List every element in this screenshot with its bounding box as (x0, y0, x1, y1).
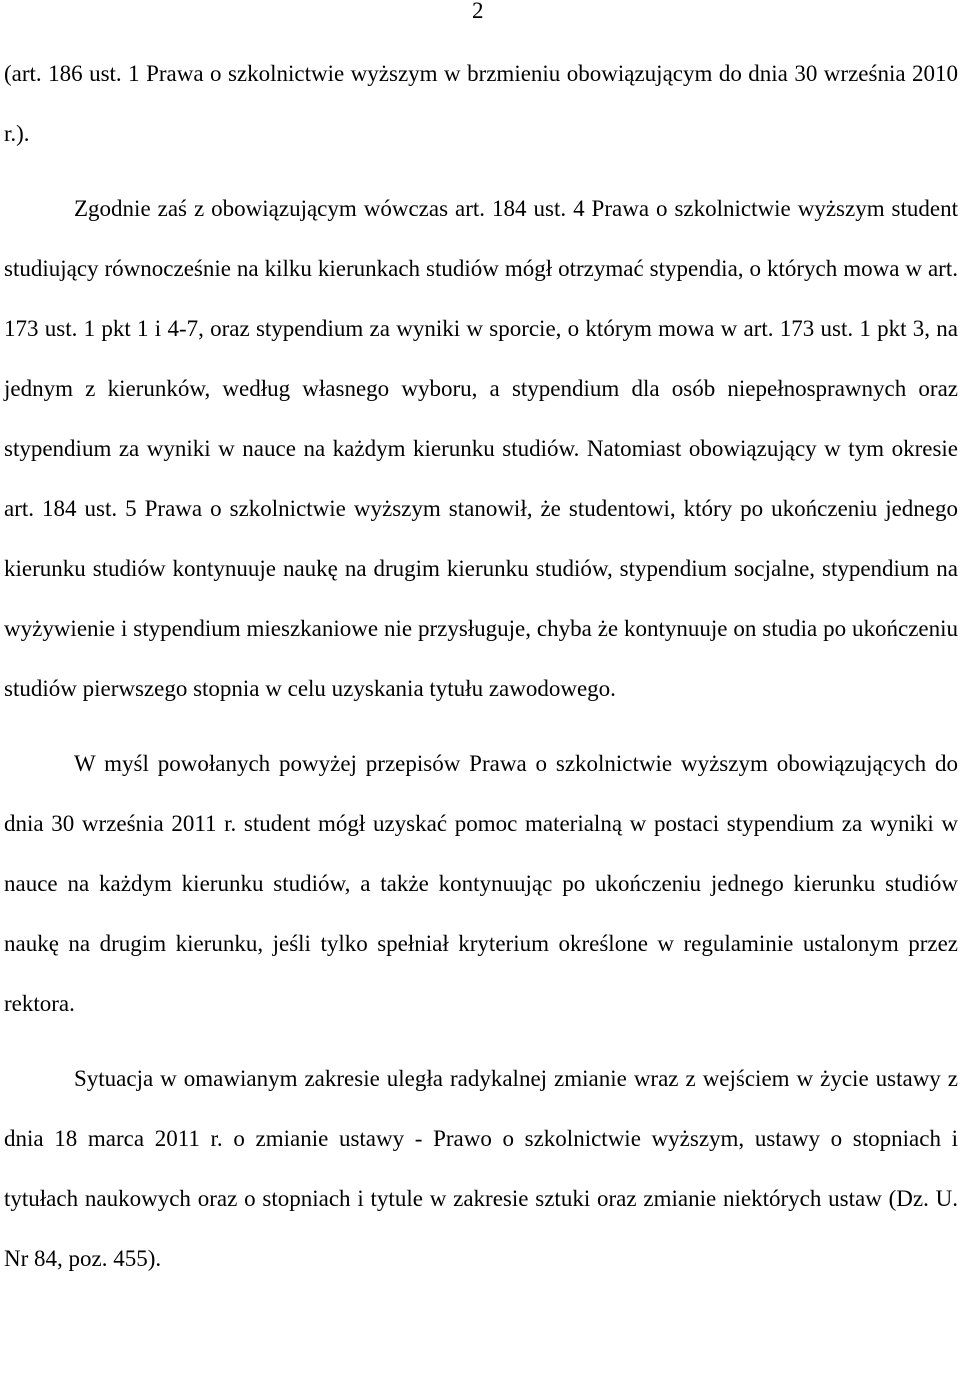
paragraph-continuation: (art. 186 ust. 1 Prawa o szkolnictwie wyższym w brzmieniu obowiązującym do dnia 30 września 2010 r.). (4, 61, 958, 146)
paragraph-legal-summary: W myśl powołanych powyżej przepisów Prawa o szkolnictwie wyższym obowiązujących do dnia 30 września 2011 r. student mógł uzyskać pomoc materialną w postaci stypendium za wyniki w nauce na każdym kierunku studiów, a także kontynuując po ukończeniu jednego kierunku studiów naukę na drugim kierunku, jeśli tylko spełniał kryterium określone w regulaminie ustalonym przez rektora. (4, 751, 958, 1016)
document-body (4, 44, 958, 1304)
page-number: 2 (472, 0, 484, 23)
paragraph-amendment: Sytuacja w omawianym zakresie uległa radykalnej zmianie wraz z wejściem w życie ustawy z dnia 18 marca 2011 r. o zmianie ustawy - Prawo o szkolnictwie wyższym, ustawy o stopniach i tytułach naukowych oraz o stopniach i tytule w zakresie sztuki oraz zmianie niektórych ustaw (Dz. U. Nr 84, poz. 455). (4, 1066, 958, 1271)
paragraph-scholarship-rules: Zgodnie zaś z obowiązującym wówczas art. 184 ust. 4 Prawa o szkolnictwie wyższym student studiujący równocześnie na kilku kierunkach studiów mógł otrzymać stypendia, o których mowa w art. 173 ust. 1 pkt 1 i 4-7, oraz stypendium za wyniki w sporcie, o którym mowa w art. 173 ust. 1 pkt 3, na jednym z kierunków, według własnego wyboru, a stypendium dla osób niepełnosprawnych oraz stypendium za wyniki w nauce na każdym kierunku studiów. Natomiast obowiązujący w tym okresie art. 184 ust. 5 Prawa o szkolnictwie wyższym stanowił, że studentowi, który po ukończeniu jednego kierunku studiów kontynuuje naukę na drugim kierunku studiów, stypendium socjalne, stypendium na wyżywienie i stypendium mieszkaniowe nie przysługuje, chyba że kontynuuje on studia po ukończeniu studiów pierwszego stopnia w celu uzyskania tytułu zawodowego. (4, 196, 958, 701)
